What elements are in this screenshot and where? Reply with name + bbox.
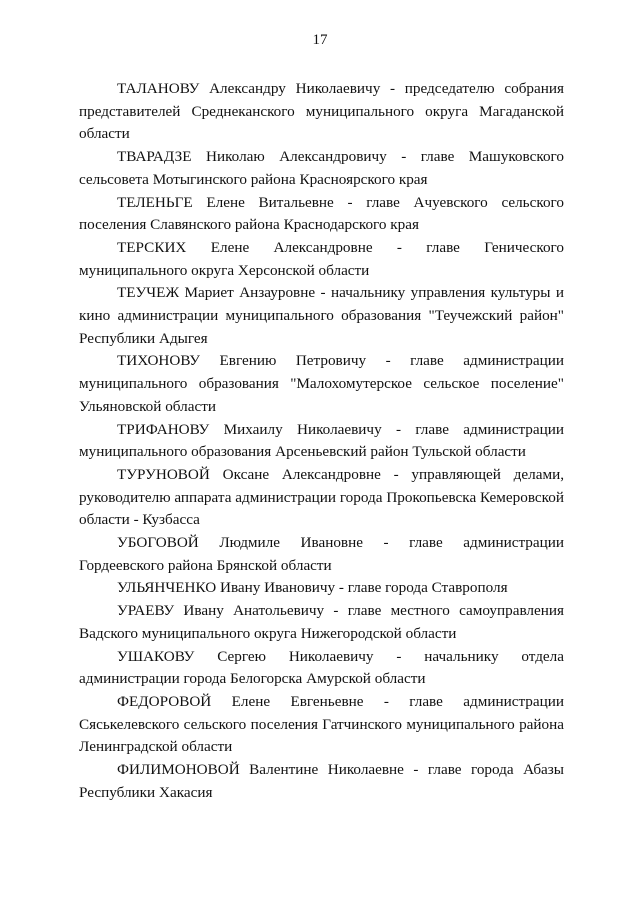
list-entry: УШАКОВУ Сергею Николаевичу - начальнику отдела администрации города Белогорска Амурской области (79, 647, 564, 688)
list-entry: ТАЛАНОВУ Александру Николаевичу - председателю собрания представителей Среднеканского муниципального округа Магаданской области (79, 80, 564, 143)
list-entry: ТУРУНОВОЙ Оксане Александровне - управляющей делами, руководителю аппарата администрации города Прокопьевска Кемеровской области - Кузбасса (79, 465, 564, 529)
list-entry: ФЕДОРОВОЙ Елене Евгеньевне - главе администрации Сяськелевского сельского поселения Гатчинского муниципального района Ленинградской области (79, 692, 564, 756)
award-list (79, 78, 564, 805)
list-entry: ТРИФАНОВУ Михаилу Николаевичу - главе администрации муниципального образования Арсеньевский район Тульской области (79, 420, 564, 461)
list-entry: ФИЛИМОНОВОЙ Валентине Николаевне - главе города Абазы Республики Хакасия (79, 761, 564, 801)
list-entry: ТЕРСКИХ Елене Александровне - главе Генического муниципального округа Херсонской области (79, 238, 564, 279)
list-entry: УБОГОВОЙ Людмиле Ивановне - главе администрации Гордеевского района Брянской области (79, 534, 564, 574)
page-number: 17 (312, 32, 328, 48)
list-entry: УРАЕВУ Ивану Анатольевичу - главе местного самоуправления Вадского муниципального округа Нижегородской области (79, 602, 564, 642)
list-entry: УЛЬЯНЧЕНКО Ивану Ивановичу - главе города Ставрополя (117, 579, 508, 597)
list-entry: ТЕУЧЕЖ Мариет Анзауровне - начальнику управления культуры и кино администрации муниципального образования "Теучежский район" Республики Адыгея (79, 284, 564, 347)
list-entry: ТИХОНОВУ Евгению Петровичу - главе администрации муниципального образования "Малохомутерское сельское поселение" Ульяновской области (79, 352, 564, 415)
list-entry: ТВАРАДЗЕ Николаю Александровичу - главе Машуковского сельсовета Мотыгинского района Красноярского края (79, 148, 564, 188)
list-entry: ТЕЛЕНЬГЕ Елене Витальевне - главе Ачуевского сельского поселения Славянского района Краснодарского края (79, 193, 564, 234)
